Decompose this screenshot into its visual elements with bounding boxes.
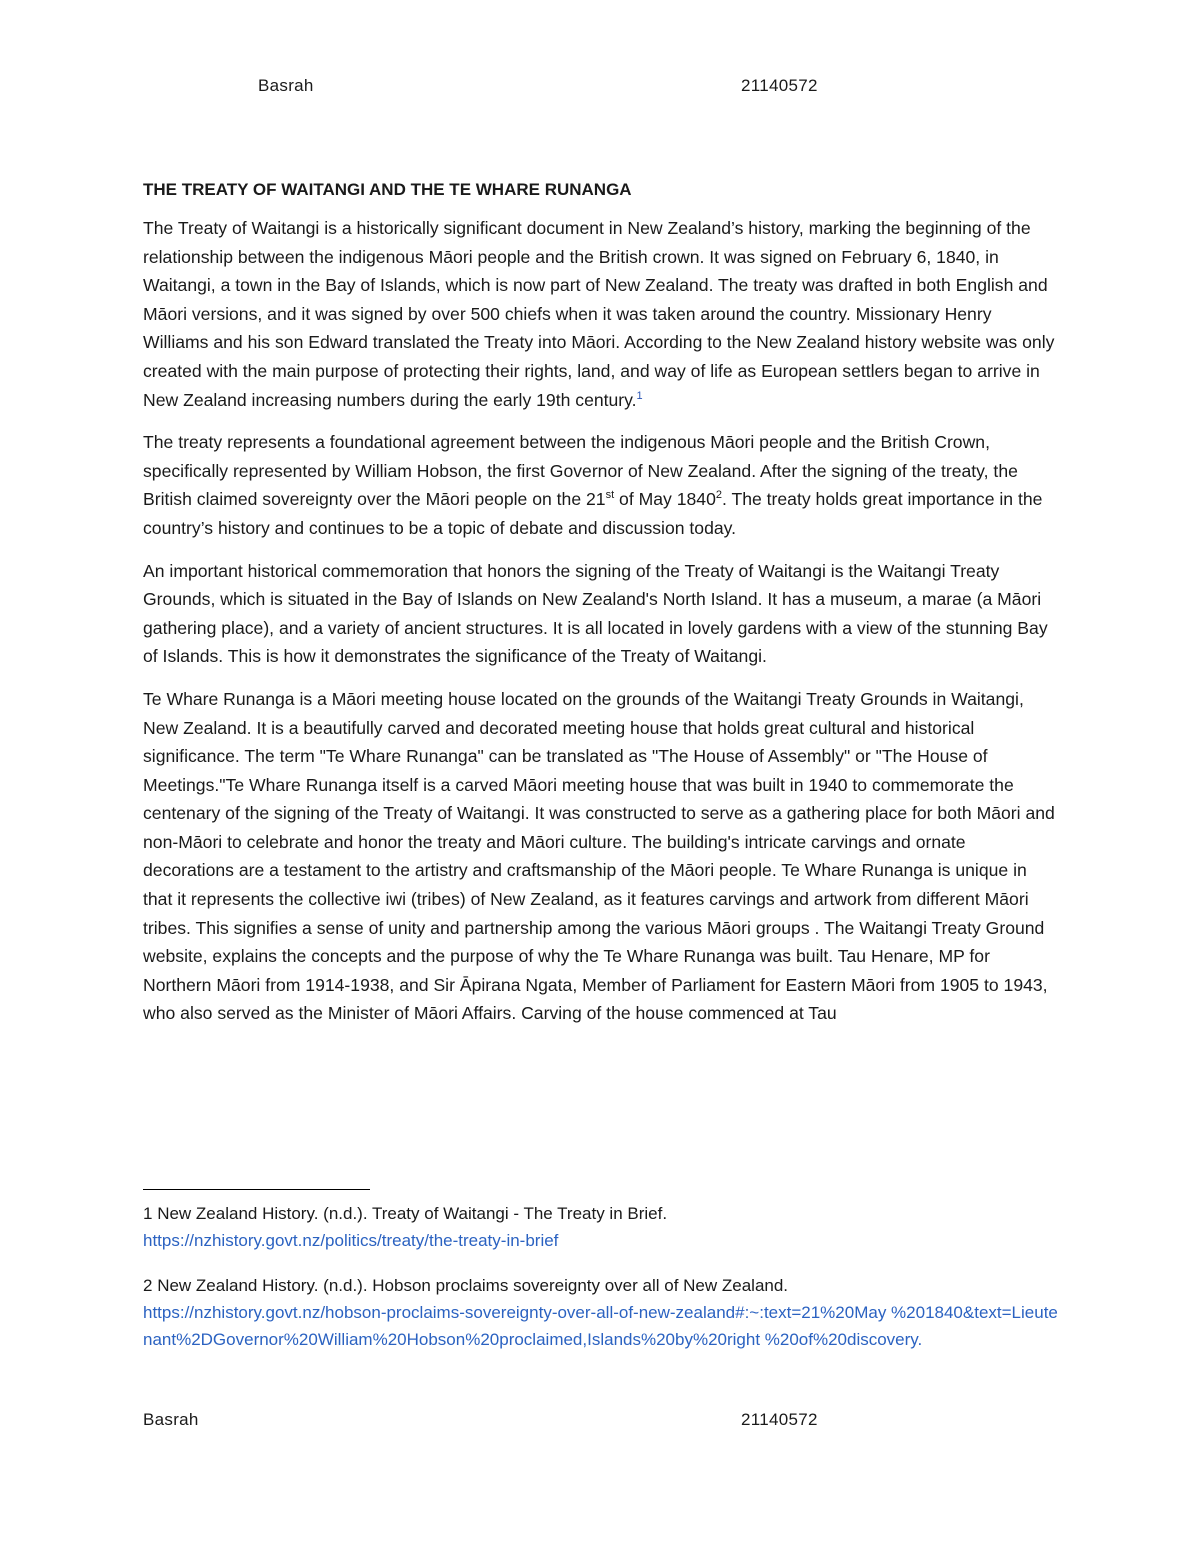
document-title: THE TREATY OF WAITANGI AND THE TE WHARE RUNANGA (143, 180, 632, 199)
footnote-1 (143, 1200, 1058, 1254)
footnote-number: 1 (143, 1204, 153, 1223)
paragraph-text: of May 1840 (614, 489, 716, 510)
header-student-id: 21140572 (741, 76, 818, 95)
paragraph-foundational-agreement (143, 428, 1058, 542)
footer-author-name: Basrah (143, 1410, 199, 1429)
footnote-ref-2[interactable]: 2 (715, 489, 722, 502)
footnote-2 (143, 1272, 1058, 1353)
footnote-number: 2 (143, 1276, 153, 1295)
footnotes-section (143, 1200, 1058, 1371)
paragraph-treaty-grounds: An important historical commemoration that honors the signing of the Treaty of Waitangi is the Waitangi Treaty Grounds, which is situated in the Bay of Islands on New Zealand's North Island. It has a museum, a marae (a Māori gathering place), and a variety of ancient structures. It is all located in lovely gardens with a view of the stunning Bay of Islands. This is how it demonstrates the significance of the Treaty of Waitangi. (143, 560, 1048, 667)
footnote-citation: New Zealand History. (n.d.). Hobson proclaims sovereignty over all of New Zealand. (152, 1276, 789, 1295)
header-author-name: Basrah (258, 76, 314, 95)
document-body (143, 180, 1058, 1028)
paragraph-text: . The treaty holds great importance in the country’s history and continues to be a topic of debate and discussion today. (143, 489, 1043, 538)
paragraph-text: The treaty represents a foundational agreement between the indigenous Māori people and the British Crown, specifically represented by William Hobson, the first Governor of New Zealand. After the signing of the treaty, the British claimed sovereignty over the Māori people on the 21 (143, 432, 1018, 510)
footnote-separator (143, 1189, 370, 1190)
footnote-link[interactable]: https://nzhistory.govt.nz/hobson-proclaims-sovereignty-over-all-of-new-zealand#:~:text=21%20May %201840&text=Lieutenant%2DGovernor%20William%20Hobson%20proclaimed,Islands%20by%20right %20of%20discovery. (143, 1303, 1058, 1349)
paragraph-text: The Treaty of Waitangi is a historically significant document in New Zealand’s history, marking the beginning of the relationship between the indigenous Māori people and the British crown. It was signed on February 6, 1840, in Waitangi, a town in the Bay of Islands, which is now part of New Zealand. The treaty was drafted in both English and Māori versions, and it was signed by over 500 chiefs when it was taken around the country. Missionary Henry Williams and his son Edward translated the Treaty into Māori. According to the New Zealand history website was only created with the main purpose of protecting their rights, land, and way of life as European settlers began to arrive in New Zealand increasing numbers during the early 19th century. (143, 218, 1055, 410)
footnote-citation: New Zealand History. (n.d.). Treaty of Waitangi - The Treaty in Brief. (152, 1204, 668, 1223)
footer-student-id: 21140572 (741, 1410, 818, 1429)
ordinal-superscript: st (605, 489, 615, 502)
footnote-ref-1[interactable]: 1 (636, 389, 643, 402)
paragraph-te-whare-runanga: Te Whare Runanga is a Māori meeting house located on the grounds of the Waitangi Treaty Grounds in Waitangi, New Zealand. It is a beautifully carved and decorated meeting house that holds great cultural and historical significance. The term "Te Whare Runanga" can be translated as "The House of Assembly" or "The House of Meetings."Te Whare Runanga itself is a carved Māori meeting house that was built in 1940 to commemorate the centenary of the signing of the Treaty of Waitangi. It was constructed to serve as a gathering place for both Māori and non-Māori to celebrate and honor the treaty and Māori culture. The building's intricate carvings and ornate decorations are a testament to the artistry and craftsmanship of the Māori people. Te Whare Runanga is unique in that it represents the collective iwi (tribes) of New Zealand, as it features carvings and artwork from different Māori tribes. This signifies a sense of unity and partnership among the various Māori groups . The Waitangi Treaty Ground website, explains the concepts and the purpose of why the Te Whare Runanga was built. Tau Henare, MP for Northern Māori from 1914-1938, and Sir Āpirana Ngata, Member of Parliament for Eastern Māori from 1905 to 1943, who also served as the Minister of Māori Affairs. Carving of the house commenced at Tau (143, 688, 1055, 1024)
footnote-link[interactable]: https://nzhistory.govt.nz/politics/treaty/the-treaty-in-brief (143, 1231, 559, 1250)
paragraph-treaty-overview (143, 214, 1058, 414)
